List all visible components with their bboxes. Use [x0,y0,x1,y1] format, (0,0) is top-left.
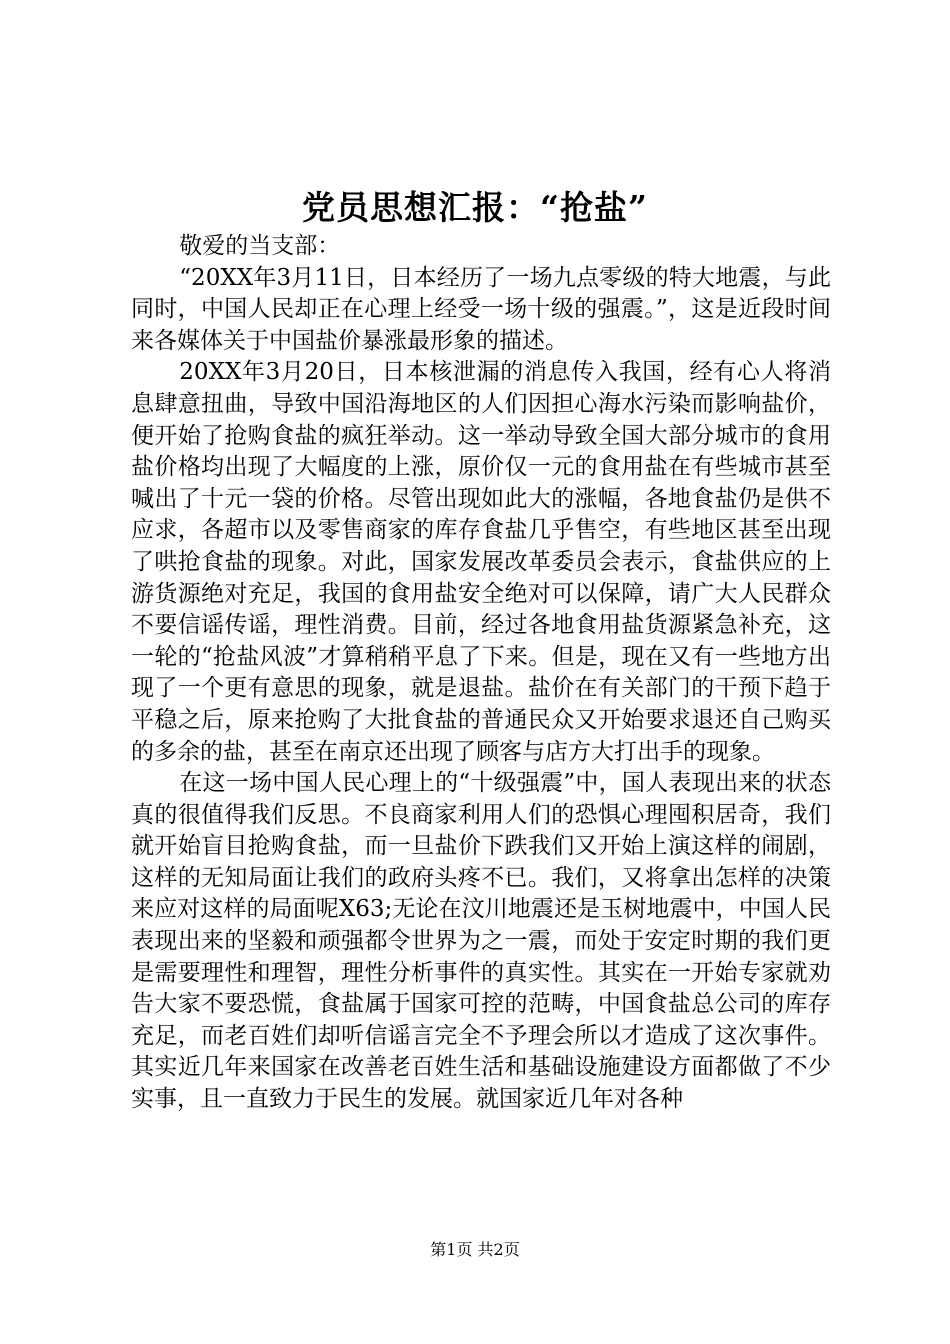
document-title: 党员思想汇报：“抢盐” [302,188,648,227]
paragraph: “20XX年3月11日，日本经历了一场九点零级的特大地震，与此同时，中国人民却正在心理上经受一场十级的强震。”，这是近段时间来各媒体关于中国盐价暴涨最形象的描述。 [131,264,831,354]
paragraph: 20XX年3月20日，日本核泄漏的消息传入我国，经有心人将消息肆意扭曲，导致中国沿海地区的人们因担心海水污染而影响盐价，便开始了抢购食盐的疯狂举动。这一举动导致全国大部分城市的食用盐价格均出现了大幅度的上涨，原价仅一元的食用盐在有些城市甚至喊出了十元一袋的价格。尽管出现如此大的涨幅，各地食盐仍是供不应求，各超市以及零售商家的库存食盐几乎售空，有些地区甚至出现了哄抢食盐的现象。对此，国家发展改革委员会表示，食盐供应的上游货源绝对充足，我国的食用盐安全绝对可以保障，请广大人民群众不要信谣传谣，理性消费。目前，经过各地食用盐货源紧急补充，这一轮的“抢盐风波”才算稍稍平息了下来。但是，现在又有一些地方出现了一个更有意思的现象，就是退盐。盐价在有关部门的干预下趋于平稳之后，原来抢购了大批食盐的普通民众又开始要求退还自己购买的多余的盐，甚至在南京还出现了顾客与店方大打出手的现象。 [131,359,831,765]
paragraph: 在这一场中国人民心理上的“十级强震”中，国人表现出来的状态真的很值得我们反思。不良商家利用人们的恐惧心理囤积居奇，我们就开始盲目抢购食盐，而一旦盐价下跌我们又开始上演这样的闹剧，这样的无知局面让我们的政府头疼不已。我们，又将拿出怎样的决策来应对这样的局面呢X63;无论在汶川地震还是玉树地震中，中国人民表现出来的坚毅和顽强都令世界为之一震，而处于安定时期的我们更是需要理性和理智，理性分析事件的真实性。其实在一开始专家就劝告大家不要恐慌，食盐属于国家可控的范畴，中国食盐总公司的库存充足，而老百姓们却听信谣言完全不予理会所以才造成了这次事件。其实近几年来国家在改善老百姓生活和基础设施建设方面都做了不少实事，且一直致力于民生的发展。就国家近几年对各种 [131,770,831,1113]
salutation: 敬爱的当支部： [179,233,341,259]
document-body [131,231,831,1116]
page-footer: 第1页 共2页 [430,1240,520,1259]
